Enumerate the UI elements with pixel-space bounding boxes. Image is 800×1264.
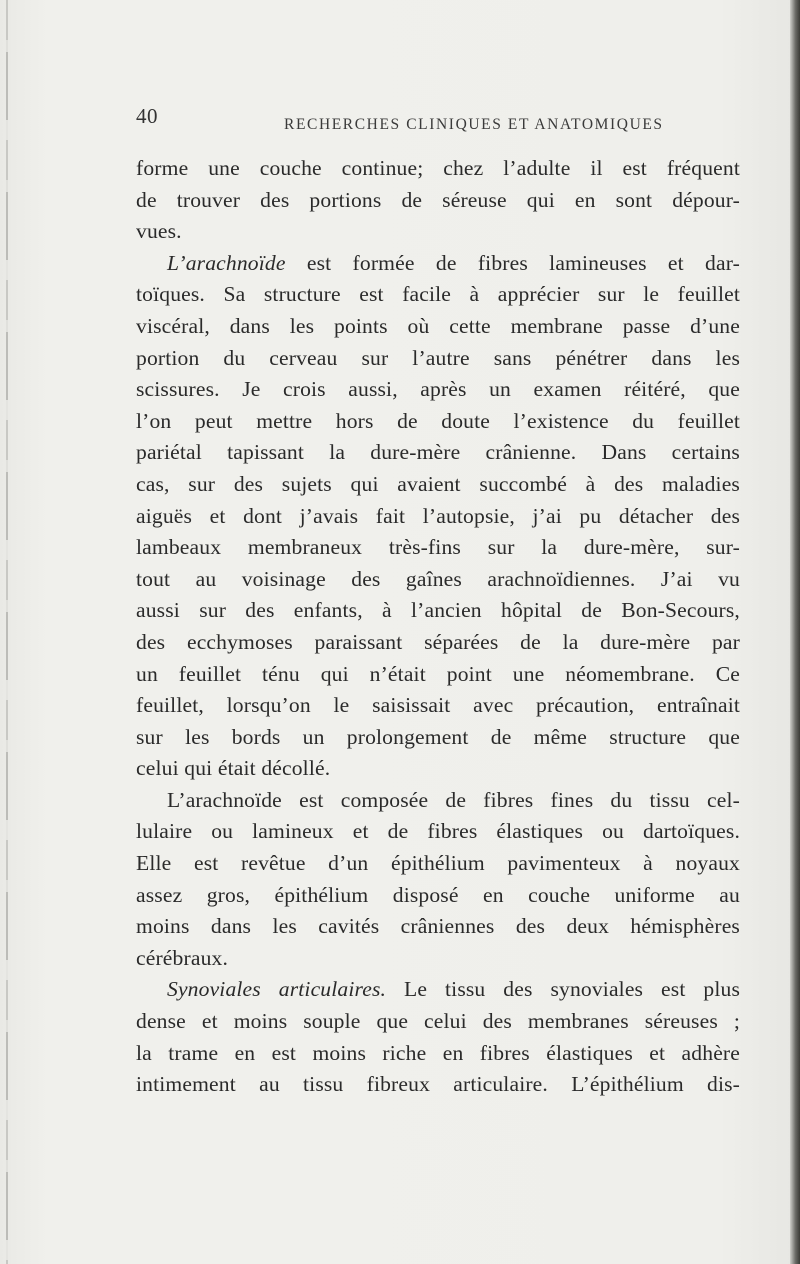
- text-line: moins dans les cavités crâniennes des deux hémisphères: [136, 914, 740, 939]
- text-line: lulaire ou lamineux et de fibres élastiques ou dartoïques.: [136, 819, 740, 844]
- text-line: de trouver des portions de séreuse qui en sont dépour-: [136, 187, 740, 212]
- paragraph-start-synoviales: Synoviales articulaires. Le tissu des synoviales est plus: [167, 977, 740, 1002]
- text-line: cérébraux.: [136, 945, 229, 970]
- page-number: 40: [136, 104, 158, 128]
- body-text: [136, 153, 740, 1101]
- text-line: lambeaux membraneux très-fins sur la dure-mère, sur-: [136, 535, 740, 560]
- page-header: [136, 104, 736, 144]
- text-line: sur les bords un prolongement de même structure que: [136, 724, 740, 749]
- paragraph-start-composition: L’arachnoïde est composée de fibres fines du tissu cel-: [167, 787, 740, 812]
- text-line: dense et moins souple que celui des membranes séreuses ;: [136, 1009, 740, 1034]
- text-line: tout au voisinage des gaînes arachnoïdiennes. J’ai vu: [136, 566, 740, 591]
- text-line: forme une couche continue; chez l’adulte il est fréquent: [136, 156, 740, 180]
- paragraph-start-arachnoide: L’arachnoïde est formée de fibres lamineuses et dar-: [167, 250, 740, 275]
- text-line: la trame en est moins riche en fibres élastiques et adhère: [136, 1040, 740, 1065]
- text-line: des ecchymoses paraissant séparées de la dure-mère par: [136, 629, 740, 654]
- text-line: aussi sur des enfants, à l’ancien hôpital de Bon-Secours,: [136, 598, 740, 623]
- running-head: RECHERCHES CLINIQUES ET ANATOMIQUES: [284, 116, 664, 133]
- binding-edge: [6, 0, 8, 1264]
- text-line: intimement au tissu fibreux articulaire. L’épithélium dis-: [136, 1072, 740, 1097]
- page-edge-shadow: [790, 0, 800, 1264]
- text-line: l’on peut mettre hors de doute l’existence du feuillet: [136, 408, 740, 433]
- italic-term: Synoviales articulaires.: [167, 977, 387, 1002]
- text-line: assez gros, épithélium disposé en couche uniforme au: [136, 882, 740, 907]
- text-line: pariétal tapissant la dure-mère crânienne. Dans certains: [136, 440, 740, 465]
- text-line: celui qui était décollé.: [136, 756, 331, 781]
- text-line: scissures. Je crois aussi, après un examen réitéré, que: [136, 377, 740, 402]
- text-line: viscéral, dans les points où cette membrane passe d’une: [136, 313, 740, 338]
- text-line: aiguës et dont j’avais fait l’autopsie, j’ai pu détacher des: [136, 503, 740, 528]
- text-line: cas, sur des sujets qui avaient succombé à des maladies: [136, 471, 740, 496]
- text-line: un feuillet ténu qui n’était point une néomembrane. Ce: [136, 661, 740, 686]
- text-line: portion du cerveau sur l’autre sans pénétrer dans les: [136, 345, 740, 370]
- italic-term: L’arachnoïde: [167, 250, 286, 275]
- text-line: toïques. Sa structure est facile à apprécier sur le feuillet: [136, 282, 740, 307]
- text-line: vues.: [136, 219, 182, 244]
- text-line: feuillet, lorsqu’on le saisissait avec précaution, entraînait: [136, 693, 740, 718]
- text-line: Elle est revêtue d’un épithélium pavimenteux à noyaux: [136, 851, 740, 876]
